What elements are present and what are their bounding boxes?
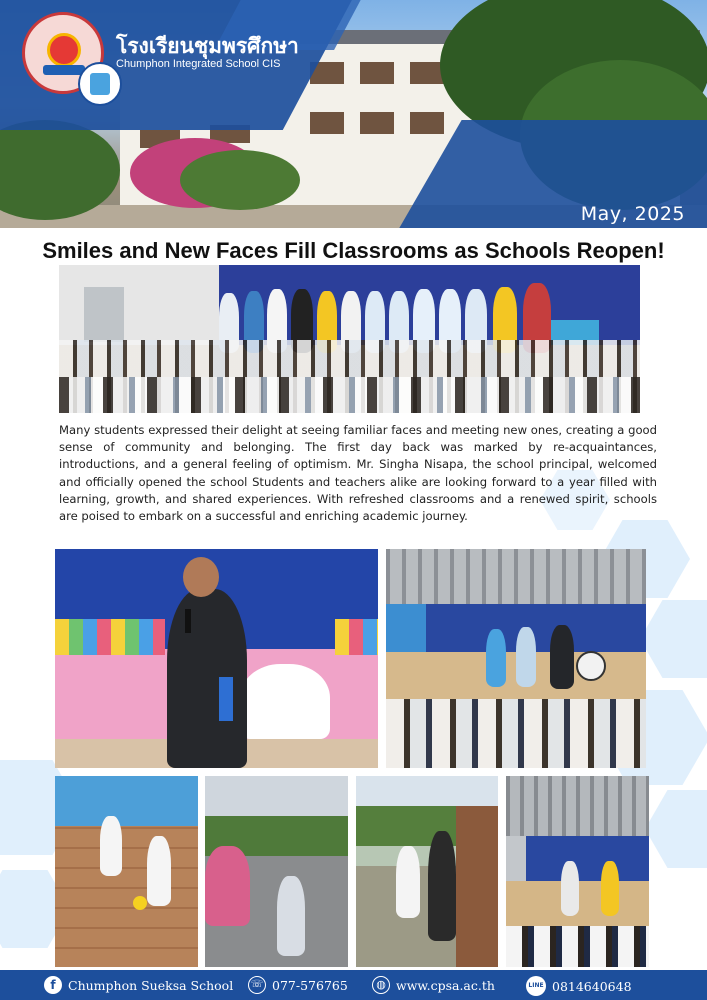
building-window (310, 112, 344, 134)
issue-date: May, 2025 (580, 203, 685, 225)
blue-folder (219, 677, 233, 721)
article-body: Many students expressed their delight at seeing familiar faces and meeting new ones, creating a good sense of community and belonging. The first day back was marked by re-acquaintances, introductions, and a general feeling of optimism. Mr. Singha Nisapa, the school principal, welcomed and officially opened the school Students and teachers alike are looking forward to a year filled with learning, growth, and shared experiences. With refreshed classrooms and a renewed spirit, schools are poised to embark on a successful and enriching academic journey. (59, 423, 657, 524)
teacher (601, 861, 619, 916)
photo-assembly (59, 265, 640, 413)
line-id: 0814640648 (552, 978, 632, 994)
building-window (410, 112, 444, 134)
gym-curtain (426, 604, 646, 652)
hall-wall-light (59, 265, 219, 345)
line-icon: LINE (526, 976, 546, 996)
crayon-decor (55, 619, 165, 655)
gym-roof (386, 549, 646, 604)
teacher (205, 846, 250, 926)
tiled-floor (55, 826, 198, 967)
building-window (410, 62, 444, 84)
photo-principal-speech (55, 549, 378, 768)
student (100, 816, 122, 876)
building-window (360, 62, 394, 84)
phone-icon: ☏ (248, 976, 266, 994)
decor-hexagon (640, 600, 707, 678)
teacher (550, 625, 574, 689)
seated-students (506, 926, 649, 967)
photo-student-at-gate (356, 776, 498, 967)
microphone (185, 609, 191, 633)
article-headline: Smiles and New Faces Fill Classrooms as Schools Reopen! (42, 238, 665, 263)
principal-head (183, 557, 219, 597)
school-name-thai: โรงเรียนชุมพรศึกษา (116, 35, 299, 58)
photo-teacher-greeting-student (205, 776, 348, 967)
teacher (561, 861, 579, 916)
footer-website[interactable] (372, 976, 495, 994)
blue-wall (386, 604, 426, 652)
footer-facebook[interactable] (44, 976, 233, 994)
student (277, 876, 305, 956)
cabinet (84, 287, 124, 342)
footer-line[interactable] (526, 976, 632, 996)
teacher (516, 627, 536, 687)
seal-sun (47, 33, 81, 67)
gym-roof (506, 776, 649, 836)
gym-curtain (526, 836, 649, 881)
cartoon-cutout (240, 664, 330, 739)
decor-hexagon (645, 790, 707, 868)
building-window (360, 112, 394, 134)
wooden-door (456, 806, 498, 967)
photo-gym-students (506, 776, 649, 967)
globe-icon: ◍ (372, 976, 390, 994)
student (396, 846, 420, 918)
photo-gym-gathering (386, 549, 646, 768)
contact-footer (0, 970, 707, 1000)
crayon-decor (335, 619, 378, 655)
ball (133, 896, 147, 910)
seated-students-row (59, 377, 640, 413)
football-decor (576, 651, 606, 681)
teacher (428, 831, 456, 941)
facebook-page-name: Chumphon Sueksa School (68, 977, 234, 993)
teacher (486, 629, 506, 687)
newsletter-header (0, 0, 707, 228)
website-url: www.cpsa.ac.th (396, 977, 495, 993)
footer-phone[interactable] (248, 976, 348, 994)
seal-wave (43, 65, 85, 75)
principal (167, 589, 247, 768)
facebook-icon: f (44, 976, 62, 994)
tree (180, 150, 300, 210)
photo-students-playing-ball (55, 776, 198, 967)
building-wall (55, 776, 198, 826)
seated-students (386, 699, 646, 768)
school-name-english: Chumphon Integrated School CIS (116, 58, 281, 70)
phone-number: 077-576765 (272, 977, 348, 993)
secondary-logo-emblem (90, 73, 110, 95)
student (147, 836, 171, 906)
